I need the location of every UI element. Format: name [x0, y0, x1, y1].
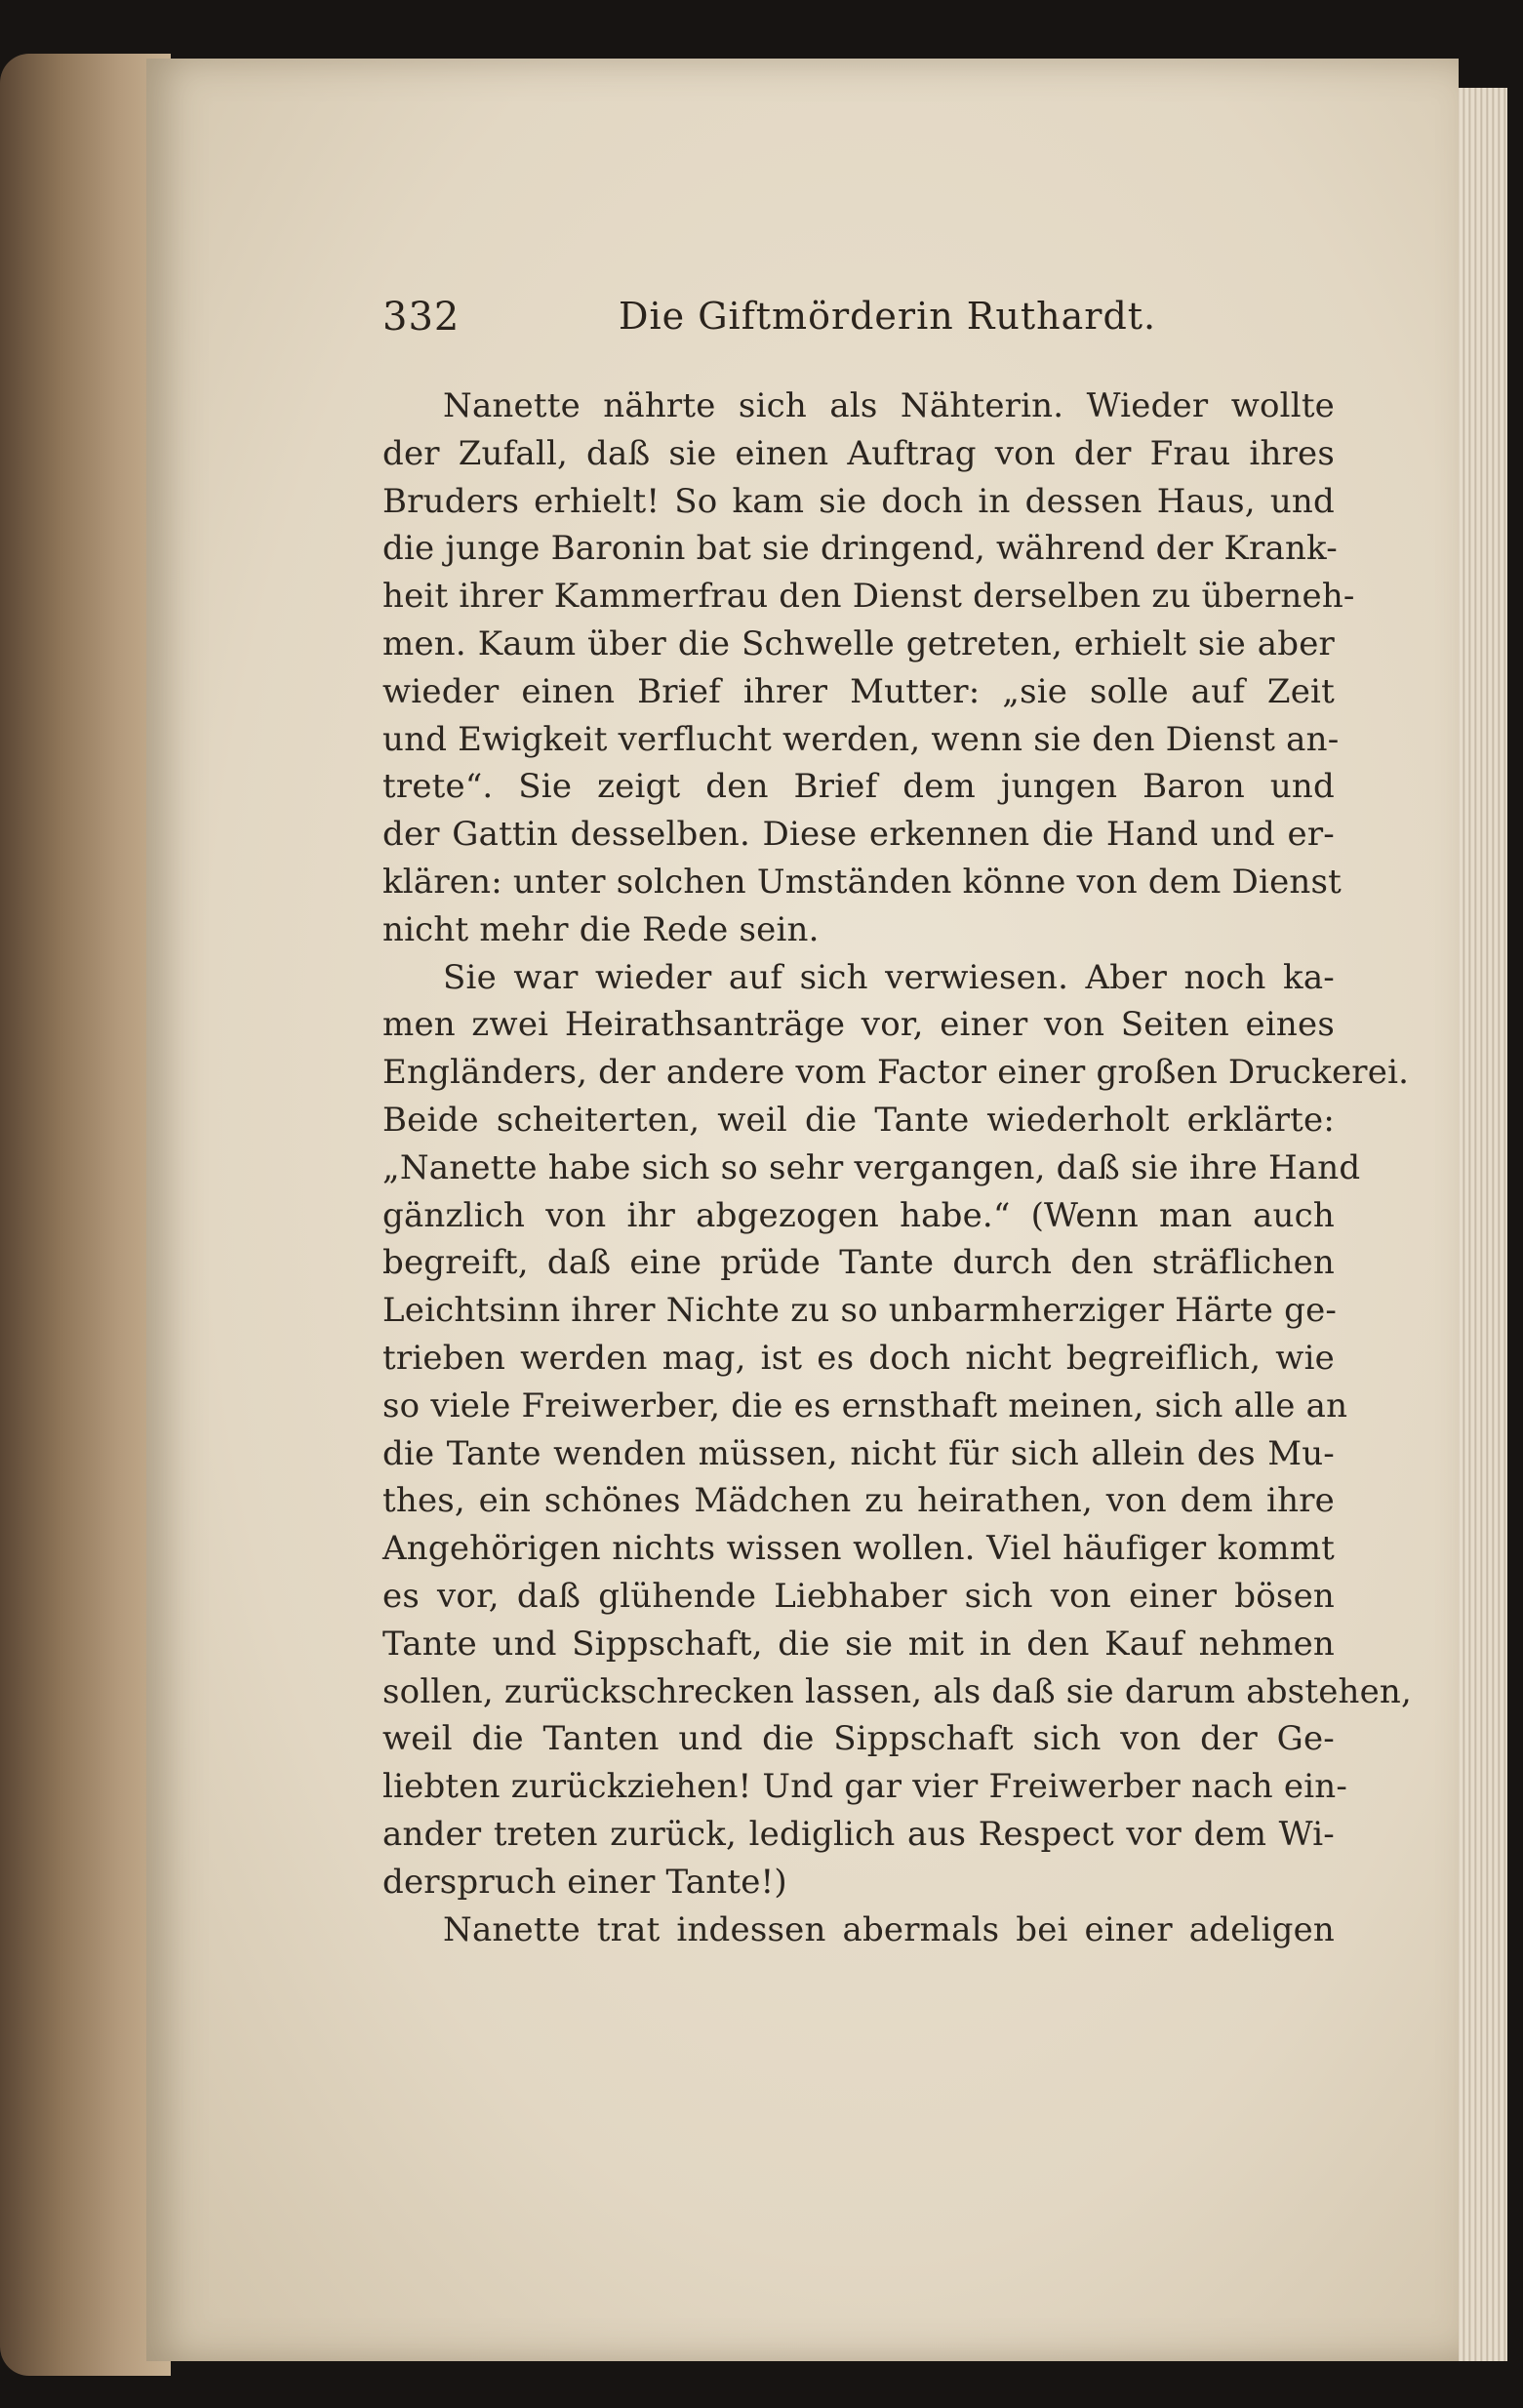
page-header [382, 295, 1329, 343]
text-line: „Nanette habe sich so sehr vergangen, daß sie ihre Hand [382, 1147, 1361, 1187]
text-line: die junge Baronin bat sie dringend, während der Krank- [382, 529, 1338, 569]
text-line: Angehörigen nichts wissen wollen. Viel häufiger kommt [382, 1529, 1335, 1569]
text-line: nicht mehr die Rede sein. [382, 909, 820, 949]
text-line: es vor, daß glühende Liebhaber sich von einer bösen [382, 1576, 1335, 1616]
page-number: 332 [382, 295, 461, 340]
text-line: Tante und Sippschaft, die sie mit in den Kauf nehmen [382, 1624, 1335, 1664]
text-line: der Zufall, daß sie einen Auftrag von der Frau ihres [382, 433, 1335, 473]
text-line: Engländers, der andere vom Factor einer großen Druckerei. [382, 1053, 1410, 1093]
text-line: Leichtsinn ihrer Nichte zu so unbarmherziger Härte ge- [382, 1291, 1338, 1331]
text-line: so viele Freiwerber, die es ernsthaft meinen, sich alle an [382, 1385, 1348, 1425]
page-stack-right [1454, 88, 1507, 2361]
text-line: liebten zurückziehen! Und gar vier Freiwerber nach ein- [382, 1767, 1348, 1807]
text-line: sollen, zurückschrecken lassen, als daß sie darum abstehen, [382, 1671, 1413, 1711]
text-line: gänzlich von ihr abgezogen habe.“ (Wenn man auch [382, 1195, 1335, 1235]
text-line: wieder einen Brief ihrer Mutter: „sie solle auf Zeit [382, 671, 1335, 711]
text-line: men. Kaum über die Schwelle getreten, erhielt sie aber [382, 623, 1335, 663]
text-line: trieben werden mag, ist es doch nicht begreiflich, wie [382, 1338, 1335, 1378]
body-text [382, 382, 1413, 1953]
text-line: der Gattin desselben. Diese erkennen die Hand und er- [382, 815, 1335, 855]
text-line: ander treten zurück, lediglich aus Respect vor dem Wi- [382, 1814, 1335, 1854]
text-line: die Tante wenden müssen, nicht für sich allein des Mu- [382, 1433, 1335, 1473]
text-line: Bruders erhielt! So kam sie doch in dessen Haus, und [382, 481, 1335, 521]
book-edge-left [0, 54, 171, 2376]
text-line: begreift, daß eine prüde Tante durch den sträflichen [382, 1243, 1335, 1283]
text-line: klären: unter solchen Umständen könne von dem Dienst [382, 862, 1343, 902]
text-line: men zwei Heirathsanträge vor, einer von Seiten eines [382, 1005, 1335, 1045]
text-line: thes, ein schönes Mädchen zu heirathen, von dem ihre [382, 1481, 1335, 1521]
text-line: derspruch einer Tante!) [382, 1862, 787, 1902]
text-line: Nanette nährte sich als Nähterin. Wieder wollte [443, 386, 1335, 425]
running-title: Die Giftmörderin Ruthardt. [619, 295, 1157, 338]
text-line: Beide scheiterten, weil die Tante wiederholt erklärte: [382, 1100, 1335, 1140]
text-line: Nanette trat indessen abermals bei einer adeligen [443, 1909, 1335, 1949]
text-line: heit ihrer Kammerfrau den Dienst derselben zu überneh- [382, 577, 1355, 617]
text-line: Sie war wieder auf sich verwiesen. Aber noch ka- [443, 957, 1335, 997]
text-line: weil die Tanten und die Sippschaft sich von der Ge- [382, 1719, 1335, 1759]
text-line: und Ewigkeit verflucht werden, wenn sie den Dienst an- [382, 719, 1340, 759]
text-line: trete“. Sie zeigt den Brief dem jungen Baron und [382, 767, 1335, 807]
